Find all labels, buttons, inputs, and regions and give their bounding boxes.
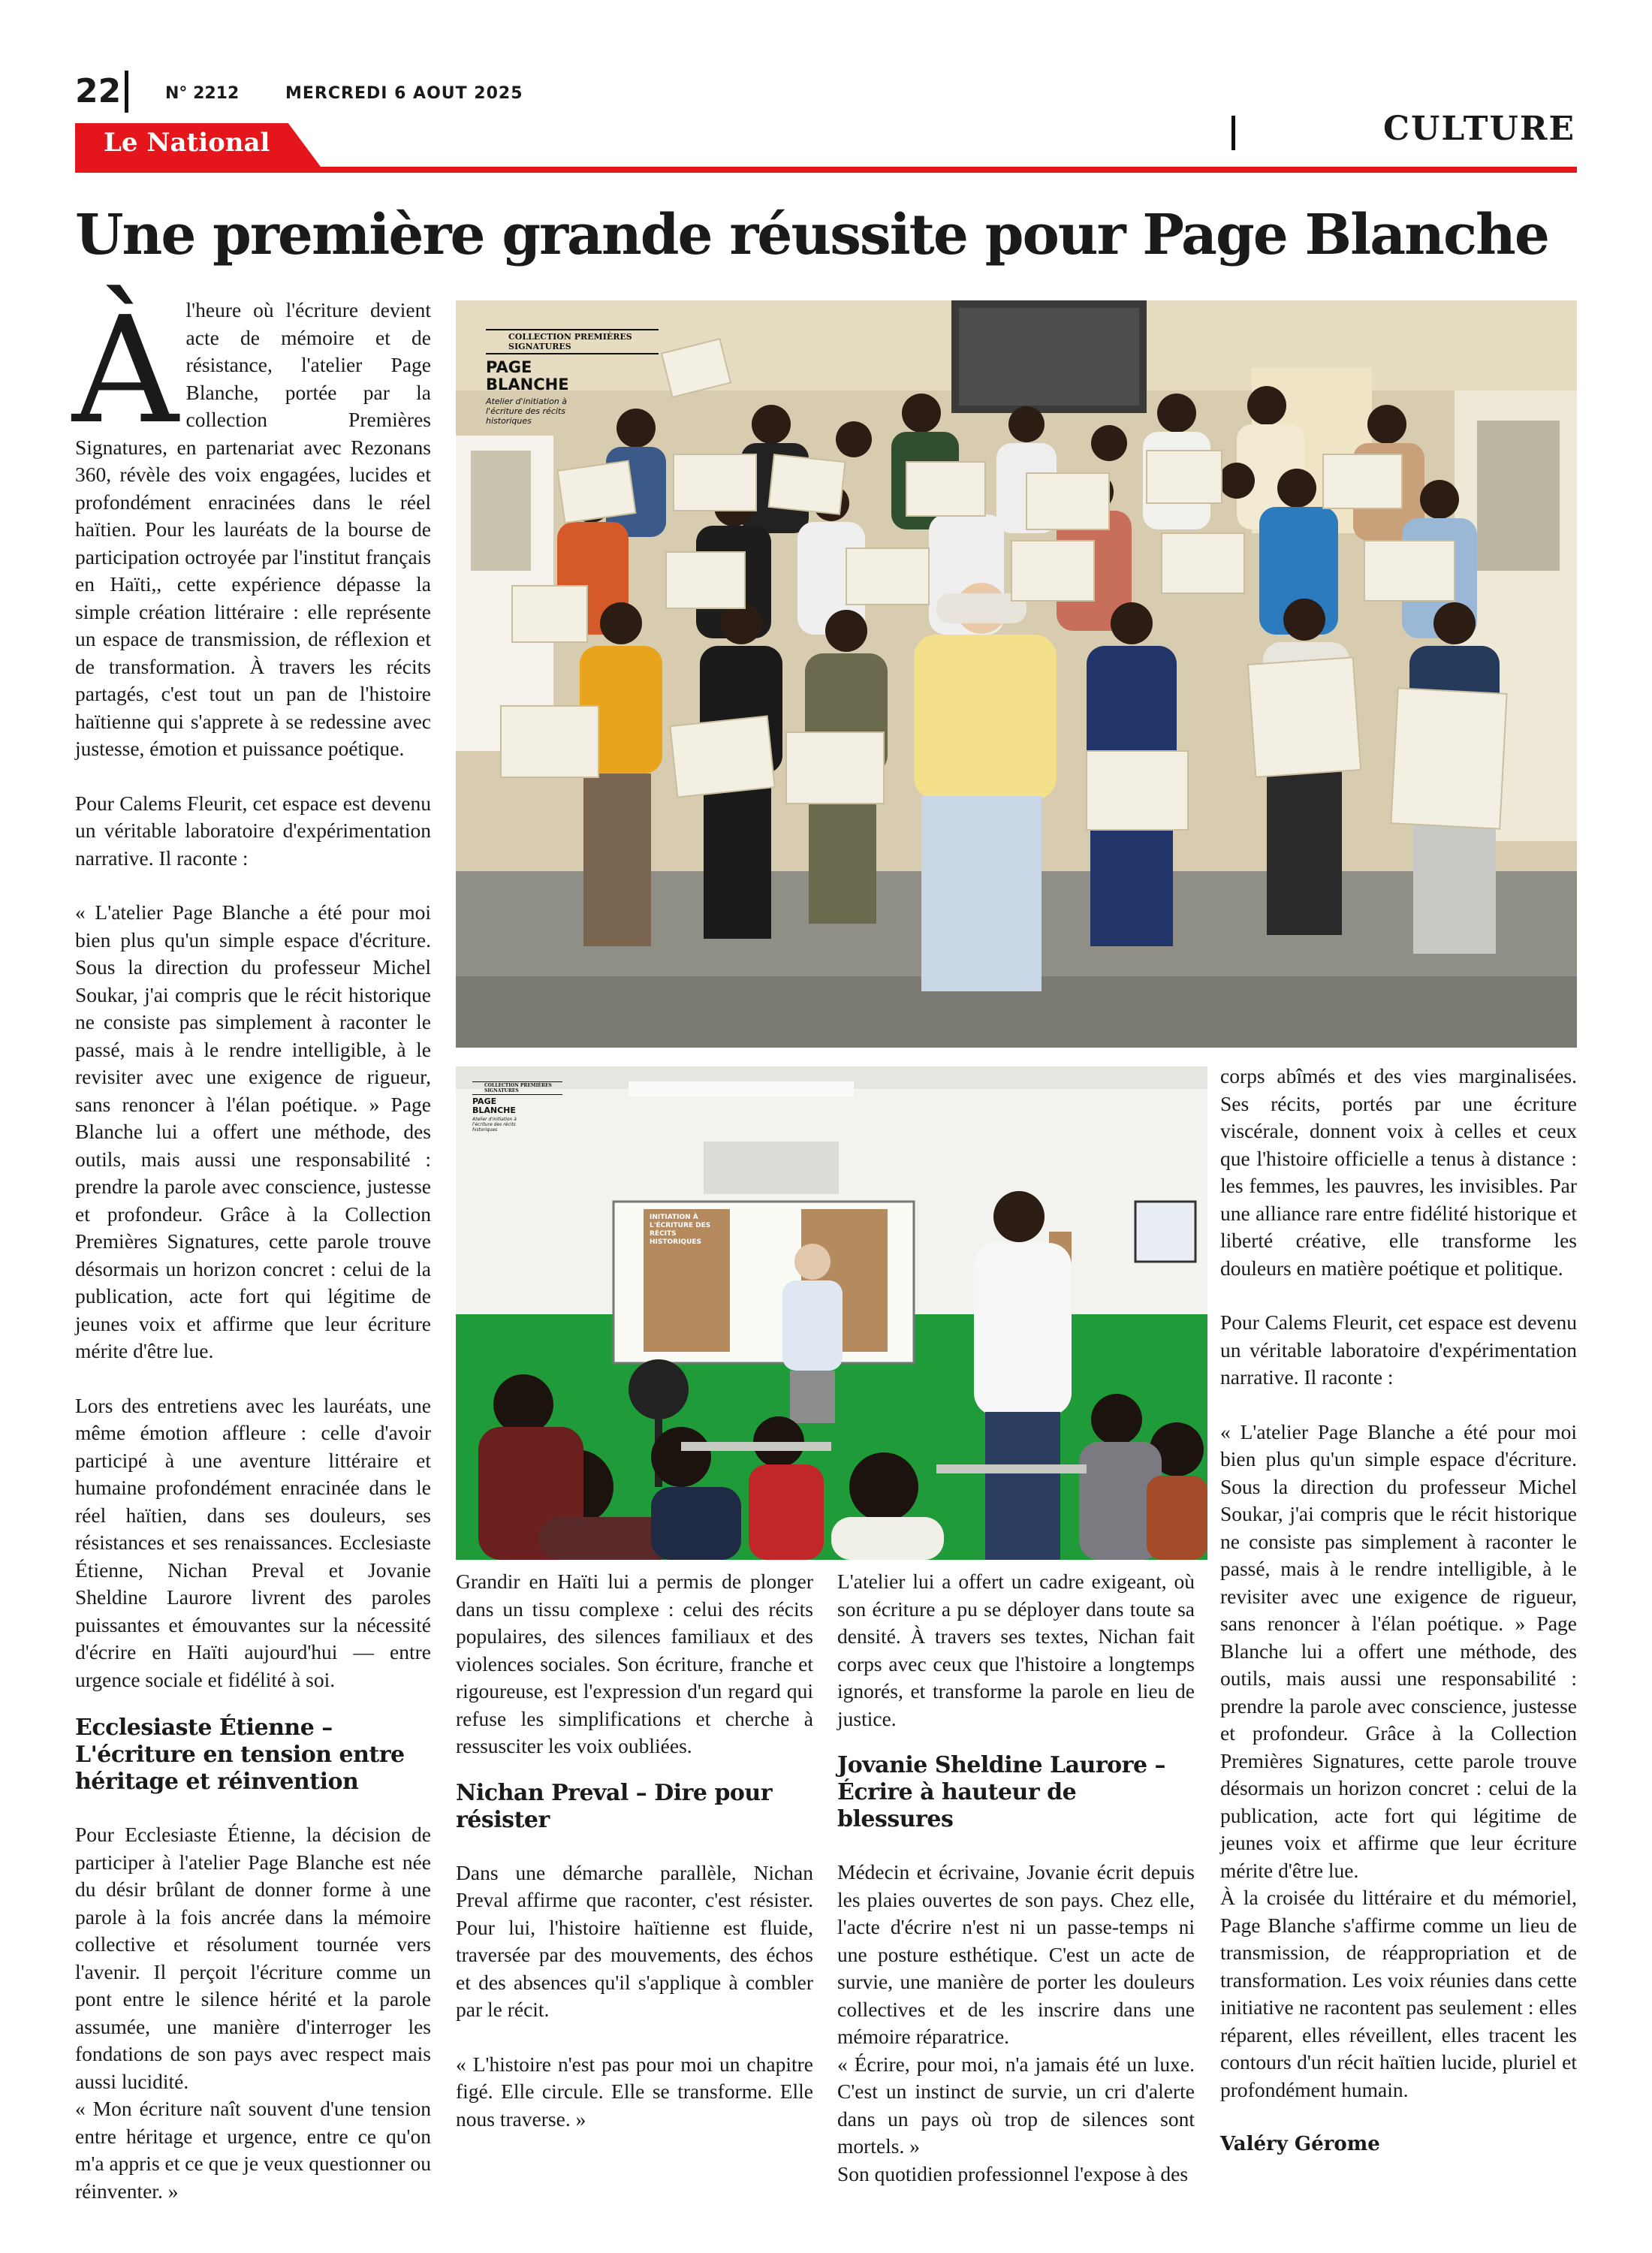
column-4 [1220,1063,1577,2158]
headline: Une première grande réussite pour Page Blanche [75,203,1548,267]
column-2 [456,1568,813,2133]
paragraph: Dans une démarche parallèle, Nichan Preval affirme que raconter, c'est résister. Pour lui, l'histoire haïtienne est fluide, traversée par des mouvements, des échos et des absences qu'il s'applique à combler par le récit. [456,1860,813,2021]
drop-cap: À [72,285,179,457]
column-1 [72,285,431,2205]
paragraph: Médecin et écrivaine, Jovanie écrit depuis les plaies ouvertes de son pays. Chez elle, l'acte d'écrire n'est ni un passe-temps ni une posture esthétique. C'est un acte de survie, une manière de porter les douleurs collectives et de les inscrire dans une mémoire réparatrice. [837,1860,1195,2048]
header-divider [125,71,128,113]
page-blanche-logo: COLLECTION PREMIÈRES SIGNATURES PAGE BLANCHE Atelier d'initiation à l'écriture des récits historiques [486,329,659,426]
issue-date: MERCREDI 6 AOUT 2025 [285,84,523,103]
newspaper-brand: Le National [104,128,270,158]
subheading: Jovanie Sheldine Laurore – Écrire à hauteur de blessures [837,1752,1165,1832]
paragraph: « L'atelier Page Blanche a été pour moi bien plus qu'un simple espace d'écriture. Sous la direction du professeur Michel Soukar, j'ai compris que le récit historique ne consiste pas simplement à raconter le passé, mais à le rendre intelligible, à le revisiter avec une exigence de rigueur, sans renoncer à l'élan poétique. » Page Blanche lui a offert une méthode, des outils, mais aussi une responsabilité : prendre la parole avec conscience, justesse et profondeur. Grâce à la Collection Premières Signatures, cette parole trouve désormais un horizon concret : celui de la publication, acte fort qui légitime de jeunes voix et affirme que leur écriture mérite d'être lue. [1220,1419,1577,1882]
paragraph: Pour Calems Fleurit, cet espace est devenu un véritable laboratoire d'expérimentation narrative. Il raconte : [75,791,431,870]
quote-paragraph: « Écrire, pour moi, n'a jamais été un luxe. C'est un instinct de survie, un cri d'alerte dans un pays où trop de silences sont mortels. » [837,2052,1195,2158]
page-blanche-logo-small: COLLECTION PREMIÈRES SIGNATURES PAGE BLANCHE Atelier d'initiation à l'écriture des récits historiques [472,1081,562,1133]
paragraph: L'atelier lui a offert un cadre exigeant, où son écriture a pu se déployer dans toute sa densité. À travers ses textes, Nichan fait corps avec ceux que l'histoire a longtemps ignorés, et transforme la parole en lieu de justice. [837,1570,1195,1730]
author-signature: Valéry Gérome [1220,2133,1380,2155]
paragraph: Son quotidien professionnel l'expose à des [837,2161,1189,2185]
paragraph: Pour Calems Fleurit, cet espace est devenu un véritable laboratoire d'expérimentation narrative. Il raconte : [1220,1310,1577,1389]
paragraph: corps abîmés et des vies marginalisées. Ses récits, portés par une écriture viscérale, donnent voix à celles et ceux que l'histoire officielle a tenus à distance : les femmes, les pauvres, les invisibles. Par une alliance rare entre fidélité historique et liberté créative, elle transforme les douleurs en matière poétique et politique. [1220,1064,1577,1280]
header-rule [75,167,1577,173]
intro-paragraph: l'heure où l'écriture devient acte de mémoire et de résistance, l'atelier Page Blanche, portée par la collection Premières Signatures, en partenariat avec Rezonans 360, révèle des voix engagées, lucides et profondément enracinées dans le réel haïtien. Pour les lauréats de la bourse de participation octroyée par l'institut français en Haïti,, cette expérience dépasse la simple création littéraire : elle représente un espace de transmission, de réflexion et de transformation. À travers les récits partagés, c'est tout un pan de l'histoire haïtienne qui s'apprete à se redessine avec justesse, émotion et puissance poétique. [75,298,431,760]
section-rubric: CULTURE [1383,110,1575,148]
paragraph: Grandir en Haïti lui a permis de plonger dans un tissu complexe : celui des récits populaires, des silences familiaux et des violences sociales. Son écriture, franche et rigoureuse, est l'expression d'un regard qui refuse les simplifications et cherche à ressusciter les voix oubliées. [456,1570,813,1757]
poster-title: INITIATION À L'ÉCRITURE DES RÉCITS HISTORIQUES [650,1214,711,1246]
subheading: Nichan Preval – Dire pour résister [456,1779,773,1833]
quote-paragraph: « L'histoire n'est pas pour moi un chapitre figé. Elle circule. Elle se transforme. Elle nous traverse. » [456,2052,813,2131]
subheading: Ecclesiaste Étienne – L'écriture en tension entre héritage et réinvention [75,1715,405,1795]
quote-paragraph: « Mon écriture naît souvent d'une tension entre héritage et urgence, entre ce qu'on m'a appris et ce que je veux questionner ou réinventer. » [75,2097,431,2203]
paragraph: À la croisée du littéraire et du mémoriel, Page Blanche s'affirme comme un lieu de transmission, de réappropriation et de transformation. Les voix réunies dans cette initiative ne racontent pas seulement : elles réparent, elles réveillent, elles tracent les contours d'un récit haïtien lucide, pluriel et profondément humain. [1220,1886,1577,2101]
group-photo [456,300,1577,1048]
paragraph: Pour Ecclesiaste Étienne, la décision de participer à l'atelier Page Blanche est née du désir brûlant de donner forme à une parole à la fois ancrée dans la mémoire collective et résolument tournée vers l'avenir. Il perçoit l'écriture comme un pont entre le silence hérité et la parole assumée, une manière d'interroger les fondations de son pays avec respect mais aussi lucidité. [75,1823,431,2093]
column-3 [837,1568,1195,2188]
issue-number: N° 2212 [165,84,240,103]
classroom-photo [456,1066,1207,1560]
paragraph: « L'atelier Page Blanche a été pour moi bien plus qu'un simple espace d'écriture. Sous la direction du professeur Michel Soukar, j'ai compris que le récit historique ne consiste pas simplement à raconter le passé, mais à le rendre intelligible, à le revisiter avec une exigence de rigueur, sans renoncer à l'élan poétique. » Page Blanche lui a offert une méthode, des outils, mais aussi une responsabilité : prendre la parole avec conscience, justesse et profondeur. Grâce à la Collection Premières Signatures, cette parole trouve désormais un horizon concret : celui de la publication, acte fort qui légitime de jeunes voix et affirme que leur écriture mérite d'être lue. [75,900,431,1362]
rubric-divider [1231,116,1235,150]
paragraph: Lors des entretiens avec les lauréats, une même émotion affleure : celle d'avoir participé à une aventure littéraire et humaine profondément enracinée dans le réel haïtien, dans ses douleurs, ses résistances et ses renaissances. Ecclesiaste Étienne, Nichan Preval et Jovanie Sheldine Laurore livrent des paroles puissantes et émouvantes sur la nécessité d'écrire en Haïti aujourd'hui — entre urgence sociale et fidélité à soi. [75,1393,431,1691]
page-number: 22 [75,72,122,110]
